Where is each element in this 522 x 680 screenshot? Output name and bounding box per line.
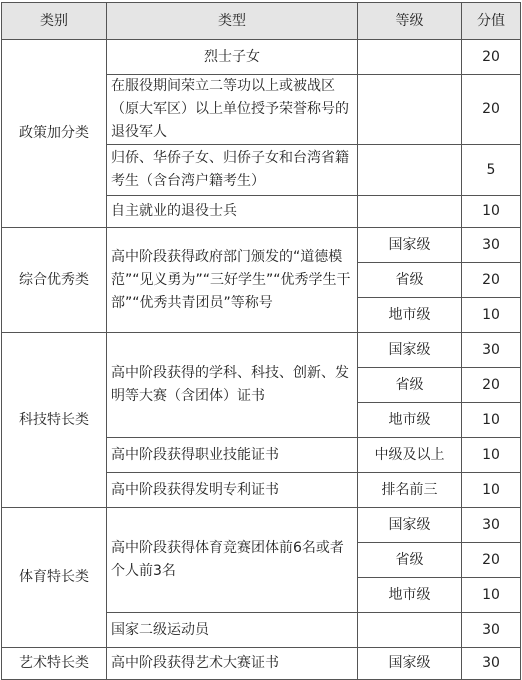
type-cell: 高中阶段获得政府部门颁发的“道德模范”“见义勇为”“三好学生”“优秀学生干部”“优秀共青团员”等称号 xyxy=(107,228,358,333)
header-type: 类型 xyxy=(107,3,358,40)
score-cell: 10 xyxy=(462,473,521,508)
score-cell: 30 xyxy=(462,613,521,648)
header-category: 类别 xyxy=(2,3,107,40)
level-cell: 地市级 xyxy=(358,298,462,333)
table-row xyxy=(2,228,521,263)
table-row xyxy=(2,40,521,75)
bonus-points-table xyxy=(1,2,521,680)
level-cell xyxy=(358,75,462,145)
score-cell: 20 xyxy=(462,543,521,578)
category-cell: 综合优秀类 xyxy=(2,228,107,333)
type-cell: 高中阶段获得艺术大赛证书 xyxy=(107,648,358,680)
level-cell xyxy=(358,145,462,196)
score-cell: 10 xyxy=(462,578,521,613)
level-cell xyxy=(358,196,462,228)
header-score: 分值 xyxy=(462,3,521,40)
table-row xyxy=(2,648,521,680)
score-cell: 5 xyxy=(462,145,521,196)
level-cell: 排名前三 xyxy=(358,473,462,508)
level-cell: 国家级 xyxy=(358,648,462,680)
score-cell: 30 xyxy=(462,228,521,263)
score-cell: 30 xyxy=(462,508,521,543)
score-cell: 10 xyxy=(462,438,521,473)
type-cell: 高中阶段获得发明专利证书 xyxy=(107,473,358,508)
type-cell: 烈士子女 xyxy=(107,40,358,75)
level-cell: 省级 xyxy=(358,263,462,298)
score-cell: 10 xyxy=(462,403,521,438)
header-row xyxy=(2,3,521,40)
type-cell: 国家二级运动员 xyxy=(107,613,358,648)
score-cell: 30 xyxy=(462,333,521,368)
score-cell: 20 xyxy=(462,75,521,145)
table-row xyxy=(2,333,521,368)
table-row xyxy=(2,508,521,543)
level-cell: 省级 xyxy=(358,368,462,403)
type-cell: 在服役期间荣立二等功以上或被战区（原大军区）以上单位授予荣誉称号的退役军人 xyxy=(107,75,358,145)
level-cell: 国家级 xyxy=(358,333,462,368)
category-cell: 科技特长类 xyxy=(2,333,107,508)
score-cell: 20 xyxy=(462,263,521,298)
level-cell: 中级及以上 xyxy=(358,438,462,473)
category-cell: 艺术特长类 xyxy=(2,648,107,680)
type-cell: 自主就业的退役士兵 xyxy=(107,196,358,228)
level-cell xyxy=(358,613,462,648)
level-cell xyxy=(358,40,462,75)
type-cell: 归侨、华侨子女、归侨子女和台湾省籍考生（含台湾户籍考生） xyxy=(107,145,358,196)
header-level: 等级 xyxy=(358,3,462,40)
type-cell: 高中阶段获得的学科、科技、创新、发明等大赛（含团体）证书 xyxy=(107,333,358,438)
score-cell: 10 xyxy=(462,196,521,228)
level-cell: 国家级 xyxy=(358,508,462,543)
level-cell: 国家级 xyxy=(358,228,462,263)
level-cell: 省级 xyxy=(358,543,462,578)
score-cell: 20 xyxy=(462,40,521,75)
type-cell: 高中阶段获得职业技能证书 xyxy=(107,438,358,473)
type-cell: 高中阶段获得体育竞赛团体前6名或者个人前3名 xyxy=(107,508,358,613)
category-cell: 体育特长类 xyxy=(2,508,107,648)
level-cell: 地市级 xyxy=(358,578,462,613)
level-cell: 地市级 xyxy=(358,403,462,438)
category-cell: 政策加分类 xyxy=(2,40,107,228)
score-cell: 30 xyxy=(462,648,521,680)
score-cell: 10 xyxy=(462,298,521,333)
score-cell: 20 xyxy=(462,368,521,403)
